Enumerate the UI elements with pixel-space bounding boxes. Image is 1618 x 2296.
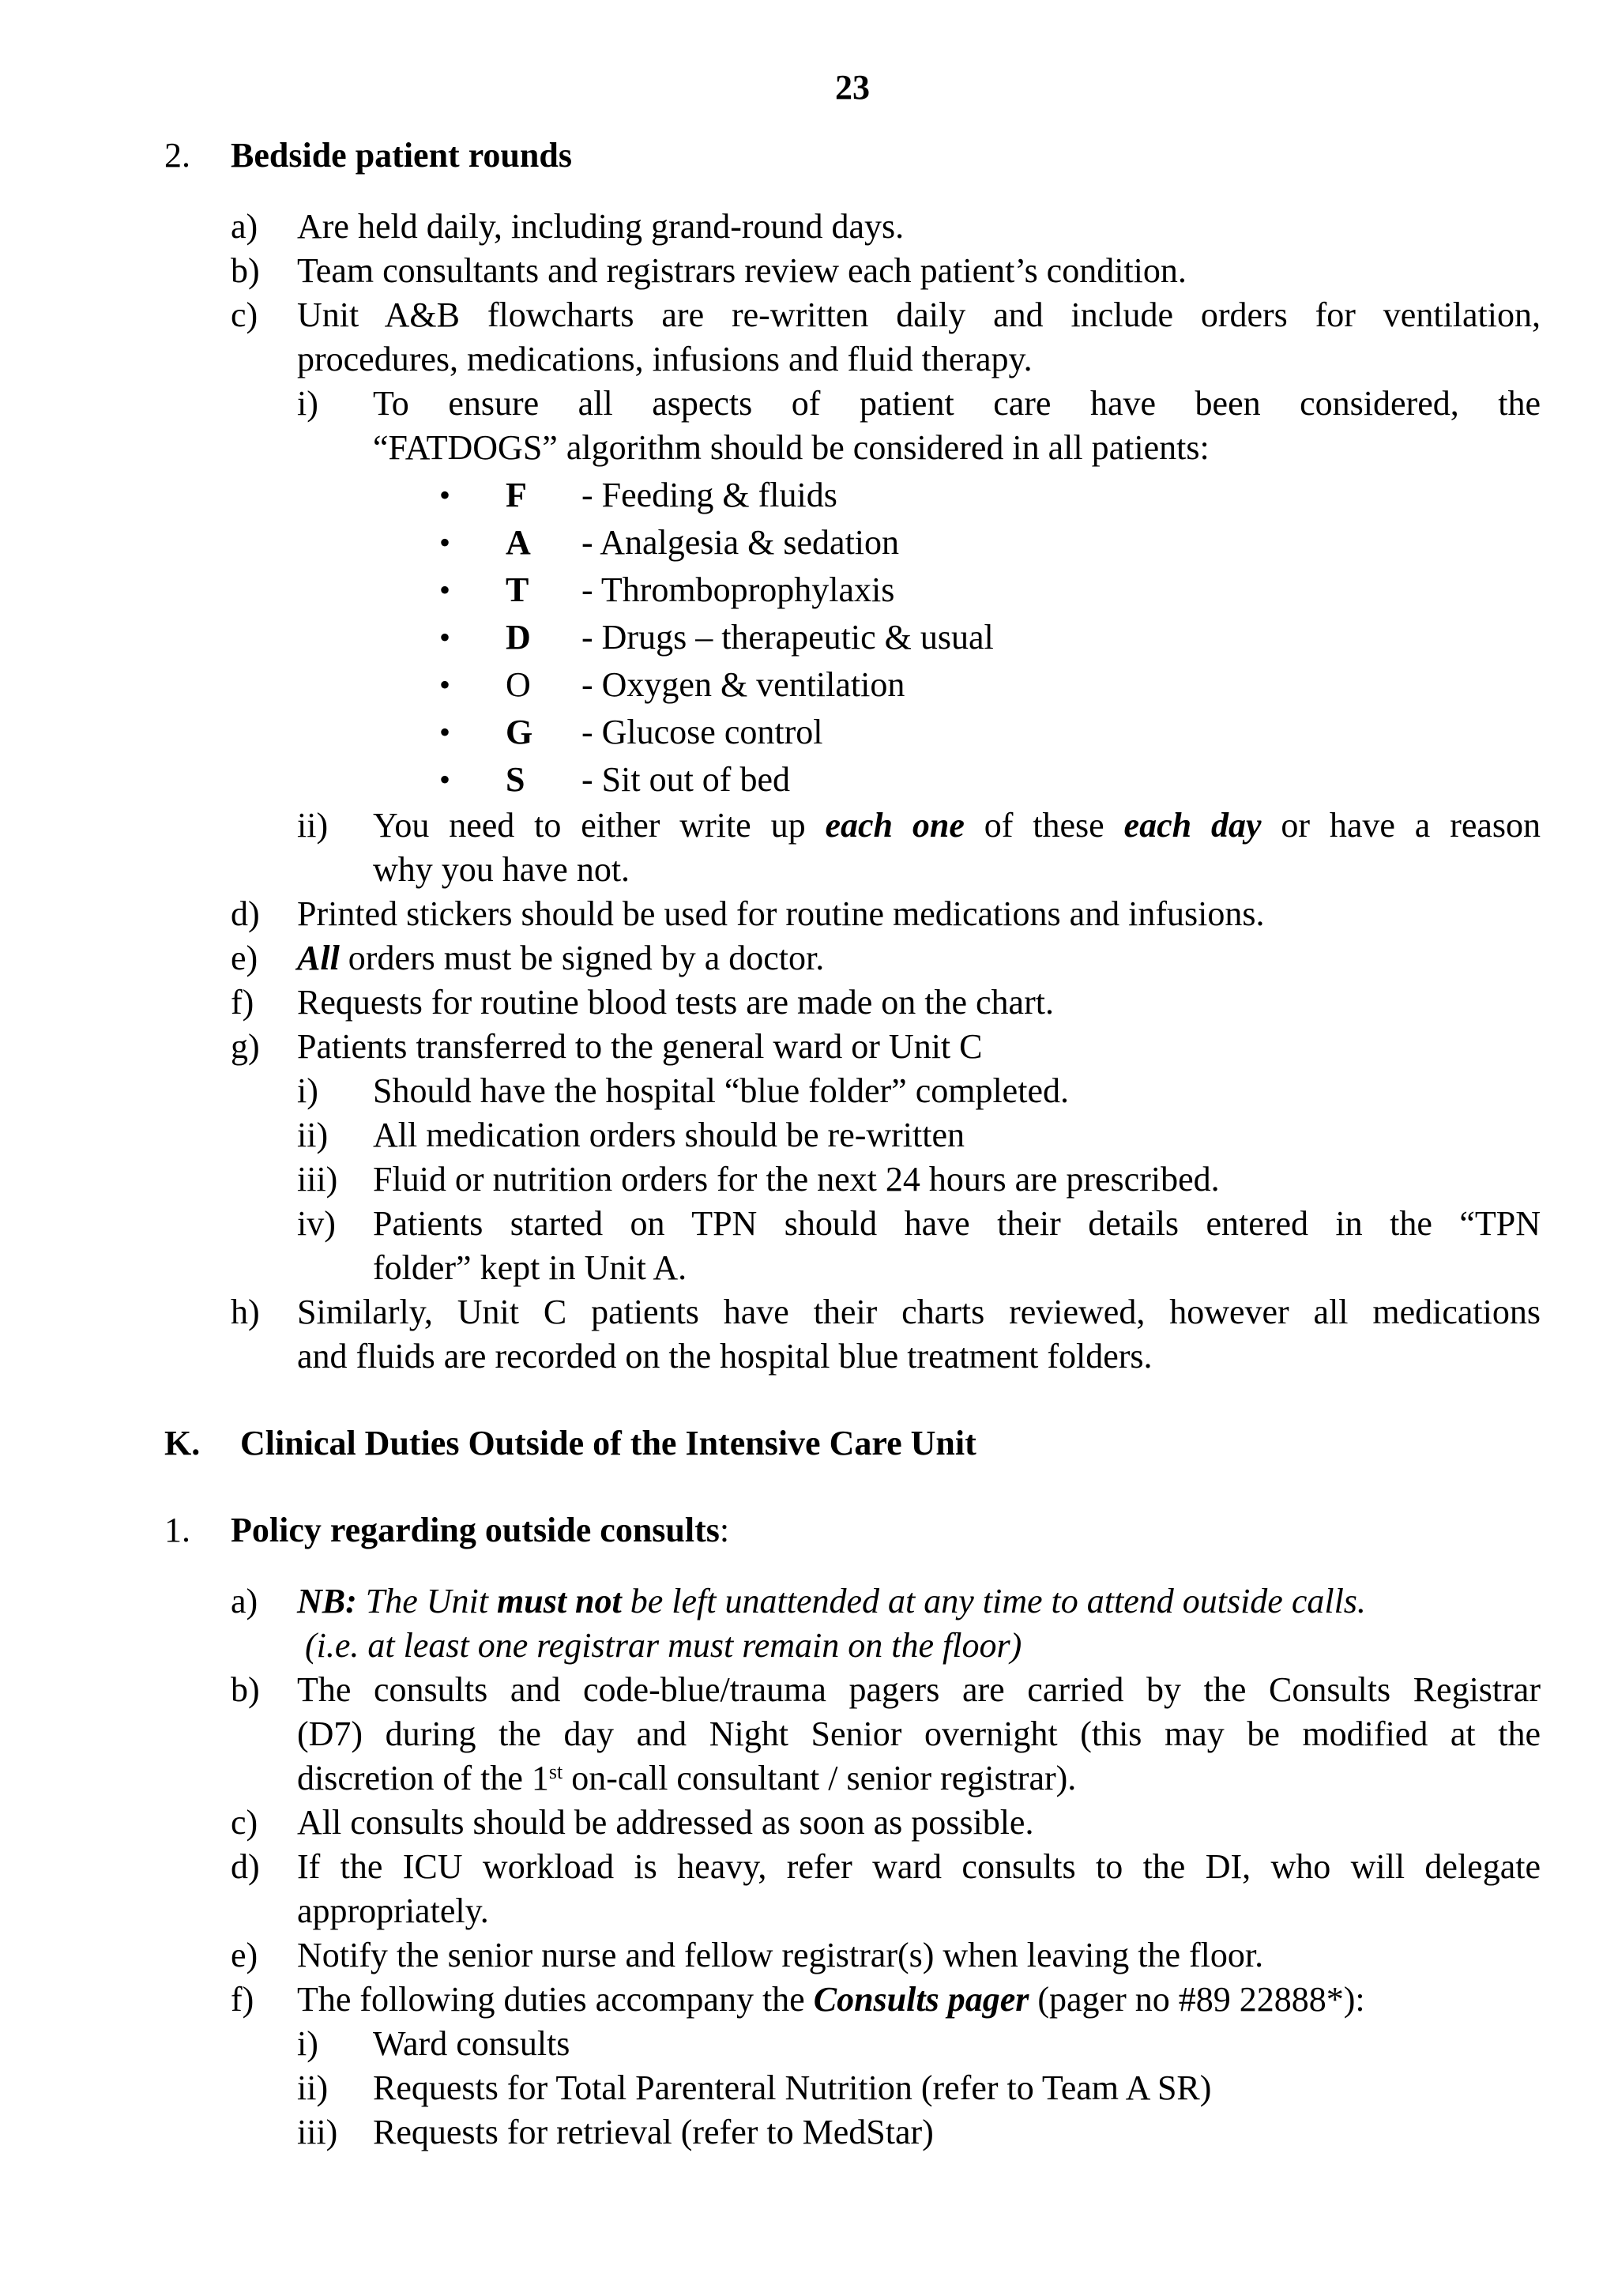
subitem-text-g-iv-line2: folder” kept in Unit A.: [373, 1248, 687, 1287]
section-title: Bedside patient rounds: [231, 136, 572, 175]
fatdogs-text: - Sit out of bed: [581, 760, 790, 799]
policy-label-d: d): [231, 1847, 260, 1886]
section-k-title: Clinical Duties Outside of the Intensive Care Unit: [240, 1424, 976, 1462]
item-label-b: b): [231, 251, 260, 290]
subitem-text-g-iv-line1: Patients started on TPN should have their details entered in the “TPN: [373, 1204, 1541, 1243]
page-number: 23: [835, 68, 870, 107]
fatdogs-text: - Thromboprophylaxis: [581, 570, 895, 609]
policy-sublabel-f-ii: ii): [297, 2068, 329, 2107]
item-text-h-line1: Similarly, Unit C patients have their charts reviewed, however all medications: [297, 1293, 1541, 1331]
policy-text-b-line1: The consults and code-blue/trauma pagers are carried by the Consults Registrar: [297, 1670, 1541, 1709]
policy-label-e: e): [231, 1936, 258, 1974]
fatdogs-letter: T: [506, 570, 529, 609]
subitem-label-g-iv: iv): [297, 1204, 336, 1243]
fatdogs-text: - Drugs – therapeutic & usual: [581, 618, 994, 657]
item-text-g: Patients transferred to the general ward or Unit C: [297, 1027, 983, 1066]
bullet-icon: •: [439, 572, 451, 608]
bullet-icon: •: [439, 667, 451, 702]
subitem-text-g-i: Should have the hospital “blue folder” completed.: [373, 1071, 1069, 1110]
subitem-text-g-iii: Fluid or nutrition orders for the next 24 hours are prescribed.: [373, 1160, 1220, 1199]
bullet-icon: •: [439, 477, 451, 513]
fatdogs-text: - Analgesia & sedation: [581, 523, 900, 562]
subitem-text-c-i-line2: “FATDOGS” algorithm should be considered in all patients:: [373, 428, 1210, 467]
subitem-text-c-ii-line2: why you have not.: [373, 850, 630, 889]
fatdogs-text: - Feeding & fluids: [581, 476, 837, 514]
subitem-text-c-ii-line1: You need to either write up each one of these each day or have a reason: [373, 806, 1541, 845]
bullet-icon: •: [439, 619, 451, 655]
fatdogs-text: - Glucose control: [581, 713, 823, 751]
bullet-icon: •: [439, 714, 451, 750]
item-text-d: Printed stickers should be used for routine medications and infusions.: [297, 894, 1265, 933]
section-number: 2.: [164, 136, 190, 175]
item-label-c: c): [231, 295, 258, 334]
item-text-e: All orders must be signed by a doctor.: [297, 939, 825, 977]
policy-label-c: c): [231, 1803, 258, 1842]
policy-text-a-line2: (i.e. at least one registrar must remain on the floor): [305, 1626, 1022, 1665]
policy-label-f: f): [231, 1980, 254, 2019]
fatdogs-letter: D: [506, 618, 531, 657]
policy-text-a-line1: NB: The Unit must not be left unattended at any time to attend outside calls.: [297, 1582, 1366, 1620]
item-label-h: h): [231, 1293, 260, 1331]
policy-text-d-line1: If the ICU workload is heavy, refer ward consults to the DI, who will delegate: [297, 1847, 1541, 1886]
policy-sublabel-f-iii: iii): [297, 2113, 338, 2151]
bullet-icon: •: [439, 762, 451, 797]
policy-subtext-f-iii: Requests for retrieval (refer to MedStar): [373, 2113, 934, 2151]
bullet-icon: •: [439, 525, 451, 560]
item-text-b: Team consultants and registrars review each patient’s condition.: [297, 251, 1187, 290]
subitem-label-c-i: i): [297, 384, 318, 423]
fatdogs-letter: S: [506, 760, 525, 799]
fatdogs-letter: O: [506, 665, 531, 704]
item-text-h-line2: and fluids are recorded on the hospital blue treatment folders.: [297, 1337, 1153, 1376]
policy-text-f: The following duties accompany the Consults pager (pager no #89 22888*):: [297, 1980, 1365, 2019]
item-label-a: a): [231, 207, 258, 246]
fatdogs-letter: A: [506, 523, 531, 562]
subitem-label-c-ii: ii): [297, 806, 329, 845]
policy-text-b-line3: discretion of the 1st on-call consultant / senior registrar).: [297, 1759, 1077, 1797]
policy-title: Policy regarding outside consults:: [231, 1511, 730, 1549]
policy-text-e: Notify the senior nurse and fellow registrar(s) when leaving the floor.: [297, 1936, 1264, 1974]
item-text-c-line2: procedures, medications, infusions and fluid therapy.: [297, 340, 1033, 378]
policy-subtext-f-i: Ward consults: [373, 2024, 570, 2063]
subitem-label-g-ii: ii): [297, 1116, 329, 1154]
item-label-f: f): [231, 983, 254, 1022]
policy-subtext-f-ii: Requests for Total Parenteral Nutrition (refer to Team A SR): [373, 2068, 1212, 2107]
subitem-label-g-i: i): [297, 1071, 318, 1110]
item-text-a: Are held daily, including grand-round days.: [297, 207, 905, 246]
fatdogs-text: - Oxygen & ventilation: [581, 665, 905, 704]
policy-label-a: a): [231, 1582, 258, 1620]
item-label-d: d): [231, 894, 260, 933]
policy-number: 1.: [164, 1511, 190, 1549]
policy-sublabel-f-i: i): [297, 2024, 318, 2063]
policy-text-c: All consults should be addressed as soon as possible.: [297, 1803, 1034, 1842]
fatdogs-letter: F: [506, 476, 527, 514]
subitem-text-g-ii: All medication orders should be re-written: [373, 1116, 965, 1154]
subitem-label-g-iii: iii): [297, 1160, 338, 1199]
subitem-text-c-i-line1: To ensure all aspects of patient care have been considered, the: [373, 384, 1541, 423]
item-text-c-line1: Unit A&B flowcharts are re-written daily and include orders for ventilation,: [297, 295, 1541, 334]
fatdogs-letter: G: [506, 713, 533, 751]
item-label-g: g): [231, 1027, 260, 1066]
policy-text-b-line2: (D7) during the day and Night Senior overnight (this may be modified at the: [297, 1714, 1541, 1753]
section-k-letter: K.: [164, 1424, 201, 1462]
policy-label-b: b): [231, 1670, 260, 1709]
policy-text-d-line2: appropriately.: [297, 1891, 489, 1930]
item-label-e: e): [231, 939, 258, 977]
item-text-f: Requests for routine blood tests are made on the chart.: [297, 983, 1054, 1022]
